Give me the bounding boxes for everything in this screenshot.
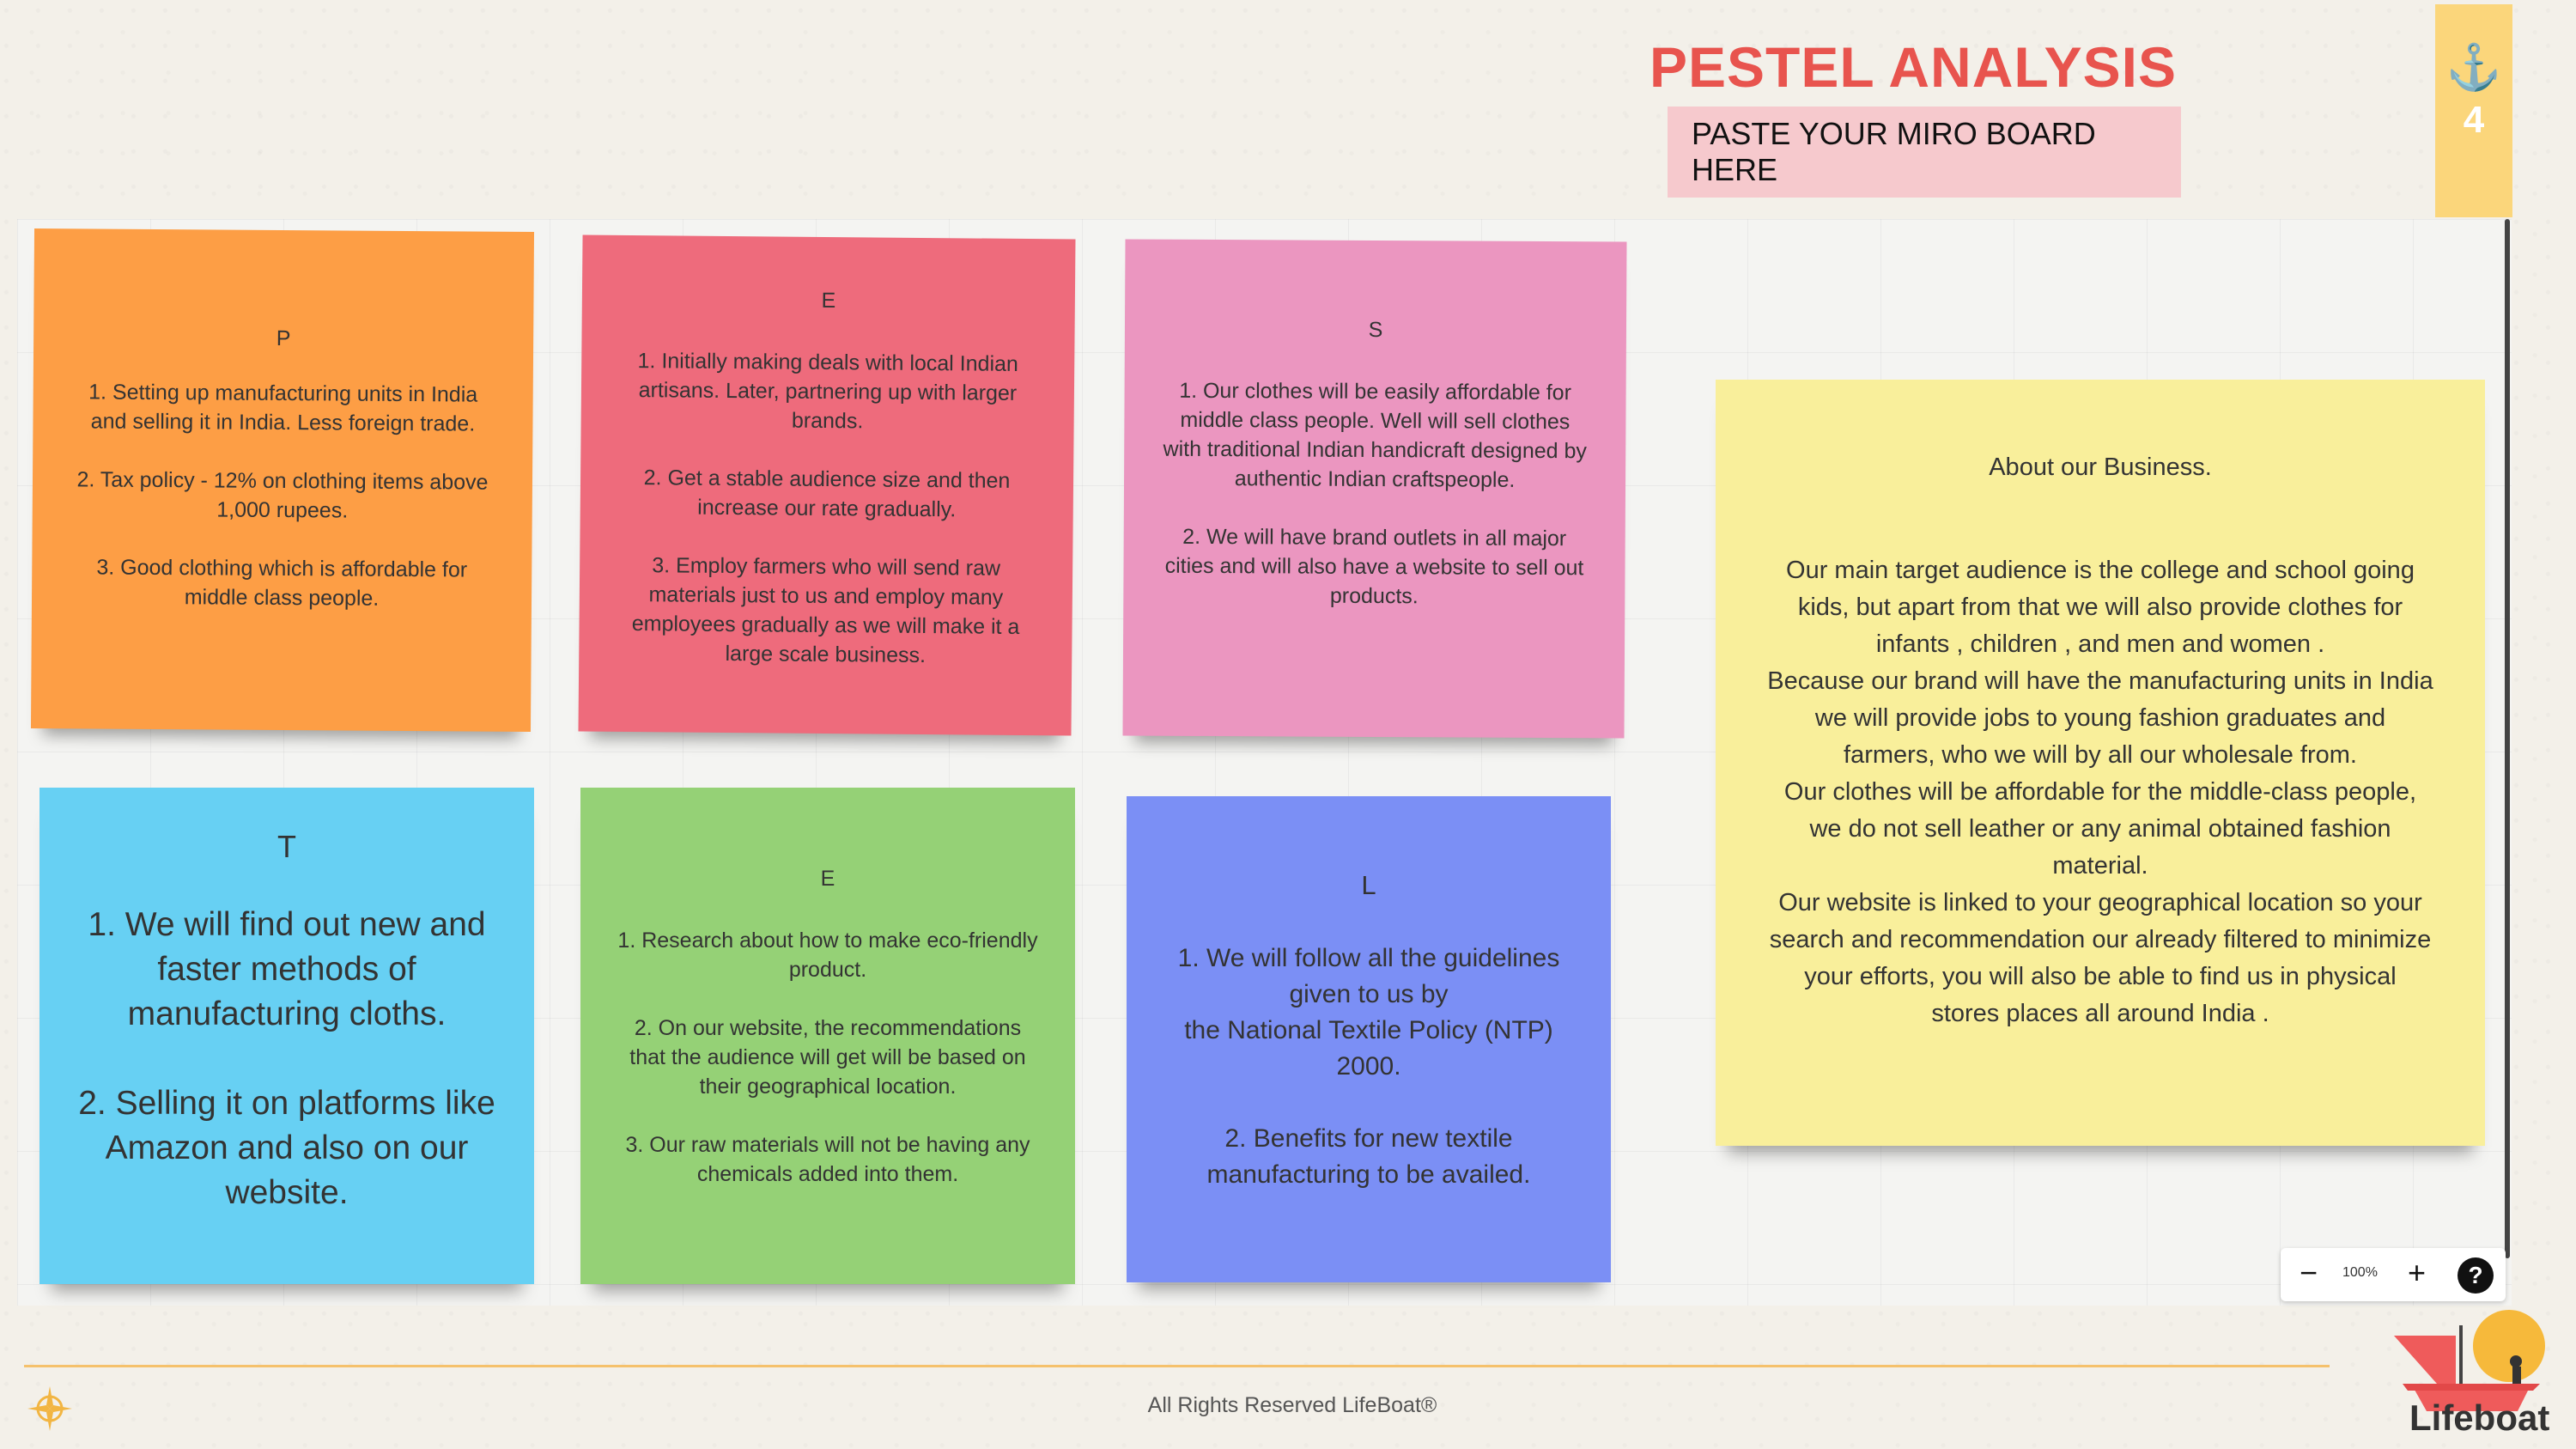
sticky-note-about-business[interactable] <box>1716 380 2485 1146</box>
sticky-note-environmental[interactable] <box>580 788 1075 1284</box>
sticky-note-legal[interactable] <box>1127 796 1611 1282</box>
note-letter: P <box>276 326 291 351</box>
note-text: 1. Our clothes will be easily affordable for middle class people. Well will sell clothes with traditional Indian handicraft designed by authentic Indian craftspeople. 2. We will have brand outlets in all major cities and will also have a website to sell out products. <box>1163 378 1587 609</box>
note-text: 1. We will find out new and faster methods of manufacturing cloths. 2. Selling it on platforms like Amazon and also on our website. <box>78 906 495 1211</box>
lifeboat-logo-text: Lifeboat <box>2409 1397 2550 1438</box>
page-number: 4 <box>2463 99 2485 141</box>
note-letter: E <box>820 867 835 891</box>
compass-icon <box>26 1385 74 1433</box>
note-heading: About our Business. <box>1989 454 2212 481</box>
note-letter: E <box>821 288 836 314</box>
zoom-level: 100% <box>2342 1265 2378 1280</box>
paste-board-banner <box>1668 107 2181 198</box>
note-text: 1. Initially making deals with local Indian artisans. Later, partnering up with larger brands. 2. Get a stable audience size and then increase our rate gradually. 3. Employ farmers who will send raw materials just to us and employ many employees gradually as we will make it a large scale business. <box>631 349 1020 668</box>
paste-board-label: PASTE YOUR MIRO BOARD HERE <box>1692 116 2096 187</box>
zoom-out-button[interactable]: − <box>2300 1255 2318 1290</box>
note-text: 1. Setting up manufacturing units in India and selling it in India. Less foreign trade. 2. Tax policy - 12% on clothing items above 1,000 rupees. 3. Good clothing which is affordable for middle class people. <box>76 380 489 611</box>
sticky-note-political[interactable] <box>31 228 534 732</box>
sticky-note-technological[interactable] <box>39 788 534 1284</box>
help-button[interactable]: ? <box>2458 1257 2494 1294</box>
zoom-in-button[interactable]: + <box>2408 1255 2427 1290</box>
sticky-note-economic[interactable] <box>578 235 1075 736</box>
note-text: Our main target audience is the college and school going kids, but apart from that we will also provide clothes for infants , children , and men and women . Because our brand will have the manufacturing units in India we will provide jobs to young fashion graduates and farmers, who we will by all our wholesale from. Our clothes will be affordable for the middle-class people, we do not sell leather or any animal obtained fashion material. Our website is linked to your geographical location so your search and recommendation our already filtered to minimize your efforts, you will also be able to find us in physical stores places all around India . <box>1767 557 2433 1027</box>
zoom-controls <box>2281 1248 2506 1301</box>
page-title: PESTEL ANALYSIS <box>1649 35 2178 99</box>
footer-divider <box>24 1365 2330 1367</box>
note-letter: T <box>277 829 296 864</box>
note-text: 1. Research about how to make eco-friendly product. 2. On our website, the recommendations that the audience will get will be based on their geographical location. 3. Our raw materials will not be having any chemicals added into them. <box>617 928 1038 1186</box>
sticky-note-social[interactable] <box>1122 239 1626 738</box>
anchor-icon: ⚓ <box>2445 43 2502 93</box>
note-text: 1. We will follow all the guidelines given to us by the National Textile Policy (NTP) 2000. 2. Benefits for new textile manufacturing to be availed. <box>1177 944 1560 1189</box>
note-letter: S <box>1368 317 1383 343</box>
footer-copyright: All Rights Reserved LifeBoat® <box>1147 1393 1437 1417</box>
note-letter: L <box>1361 870 1376 900</box>
page-bookmark <box>2435 4 2512 217</box>
board-scrollbar[interactable] <box>2505 219 2510 1258</box>
